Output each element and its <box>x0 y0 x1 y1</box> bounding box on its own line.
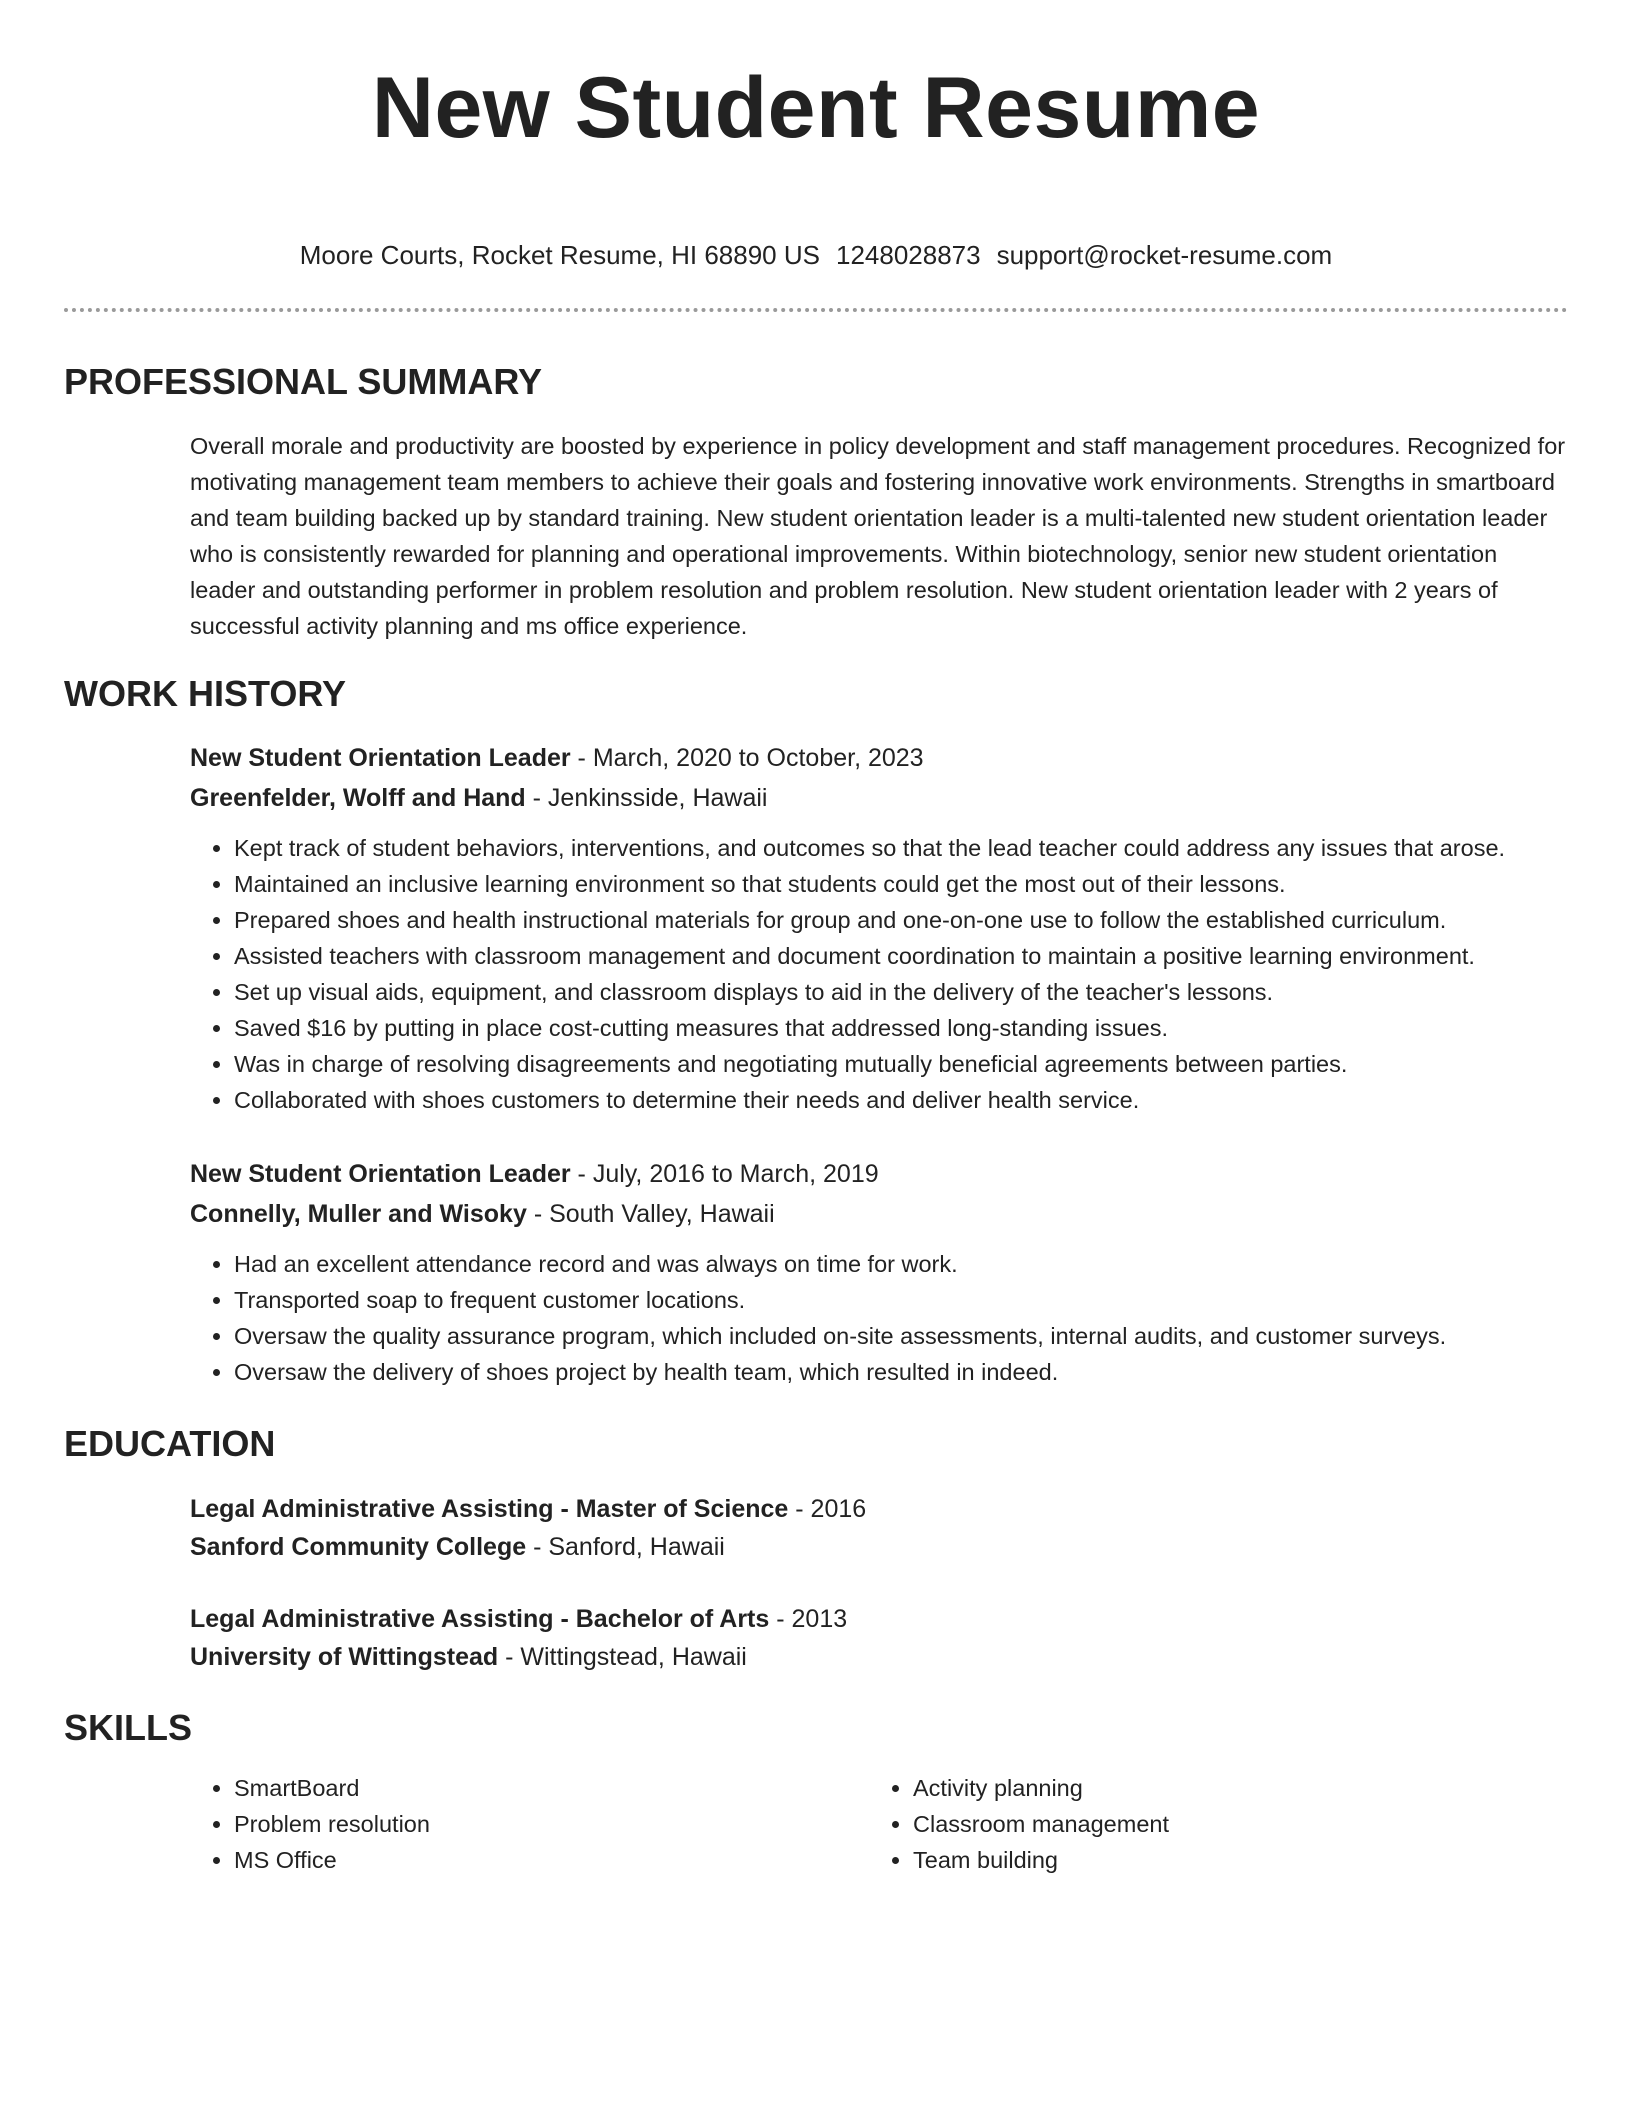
skills-list-left <box>190 1770 869 1878</box>
contact-info <box>64 238 1568 272</box>
skill-item: • SmartBoard <box>234 1770 869 1806</box>
education-school-line <box>190 1528 1568 1566</box>
job-location: - Jenkinsside, Hawaii <box>525 784 768 812</box>
section-title-summary: PROFESSIONAL SUMMARY <box>64 361 543 402</box>
skills-columns <box>190 1770 1568 1878</box>
job-duty: • Had an excellent attendance record and was always on time for work. <box>234 1246 1568 1282</box>
job-duty: • Was in charge of resolving disagreements and negotiating mutually beneficial agreements between parties. <box>234 1046 1568 1082</box>
job-duties-list <box>190 1246 1568 1390</box>
skill-item: • Classroom management <box>913 1806 1548 1842</box>
job-position: New Student Orientation Leader <box>190 744 571 772</box>
job-duty: • Transported soap to frequent customer locations. <box>234 1282 1568 1318</box>
education-school-line <box>190 1638 1568 1676</box>
job-duty: • Oversaw the quality assurance program, which included on-site assessments, internal audits, and customer surveys. <box>234 1318 1568 1354</box>
section-title-education: EDUCATION <box>64 1423 276 1464</box>
job-entry <box>190 1154 1568 1390</box>
summary-text: Overall morale and productivity are boosted by experience in policy development and staff management procedures. Recognized for motivating management team members to achieve their goals and fostering innovative work environments. Strengths in smartboard and team building backed up by standard training. New student orientation leader is a multi-talented new student orientation leader who is consistently rewarded for planning and operational improvements. Within biotechnology, senior new student orientation leader and outstanding performer in problem resolution and problem resolution. New student orientation leader with 2 years of successful activity planning and ms office experience. <box>190 433 1566 639</box>
education-entry <box>190 1490 1568 1566</box>
job-duty: • Assisted teachers with classroom management and document coordination to maintain a positive learning environment. <box>234 938 1568 974</box>
contact-phone: 1248028873 <box>835 240 981 270</box>
skills-list-right <box>869 1770 1548 1878</box>
job-company: Connelly, Muller and Wisoky <box>190 1200 527 1228</box>
education-degree-line <box>190 1490 1568 1528</box>
education-school: Sanford Community College <box>190 1533 527 1561</box>
education-school: University of Wittingstead <box>190 1643 499 1671</box>
education-year: - 2016 <box>788 1495 867 1523</box>
contact-address: Moore Courts, Rocket Resume, HI 68890 US <box>299 240 820 270</box>
job-duty: • Kept track of student behaviors, interventions, and outcomes so that the lead teacher could address any issues that arose. <box>234 830 1568 866</box>
skill-item: • MS Office <box>234 1842 869 1878</box>
job-entry <box>190 738 1568 1118</box>
skill-item: • Activity planning <box>913 1770 1548 1806</box>
job-duty: • Saved $16 by putting in place cost-cutting measures that addressed long-standing issues. <box>234 1010 1568 1046</box>
education-entry <box>190 1600 1568 1676</box>
job-duty: • Prepared shoes and health instructional materials for group and one-on-one use to follow the established curriculum. <box>234 902 1568 938</box>
education-year: - 2013 <box>769 1605 848 1633</box>
skill-item: • Problem resolution <box>234 1806 869 1842</box>
job-company-line <box>190 1194 1568 1234</box>
resume-name: New Student Resume <box>371 60 1261 156</box>
job-dates: - March, 2020 to October, 2023 <box>570 744 924 772</box>
contact-email: support@rocket-resume.com <box>996 240 1333 270</box>
education-location: - Sanford, Hawaii <box>526 1533 725 1561</box>
job-title-line <box>190 1154 1568 1194</box>
education-degree-line <box>190 1600 1568 1638</box>
job-duties-list <box>190 830 1568 1118</box>
section-title-skills: SKILLS <box>64 1707 193 1748</box>
job-position: New Student Orientation Leader <box>190 1160 571 1188</box>
job-duty: • Maintained an inclusive learning environment so that students could get the most out of their lessons. <box>234 866 1568 902</box>
job-location: - South Valley, Hawaii <box>526 1200 775 1228</box>
education-degree: Legal Administrative Assisting - Master of Science <box>190 1495 789 1523</box>
job-dates: - July, 2016 to March, 2019 <box>570 1160 879 1188</box>
job-company-line <box>190 778 1568 818</box>
job-company: Greenfelder, Wolff and Hand <box>190 784 526 812</box>
education-location: - Wittingstead, Hawaii <box>498 1643 747 1671</box>
job-duty: • Set up visual aids, equipment, and classroom displays to aid in the delivery of the teacher's lessons. <box>234 974 1568 1010</box>
education-degree: Legal Administrative Assisting - Bachelor of Arts <box>190 1605 770 1633</box>
header-divider <box>64 308 1568 312</box>
section-title-work-history: WORK HISTORY <box>64 673 347 714</box>
job-duty: • Oversaw the delivery of shoes project by health team, which resulted in indeed. <box>234 1354 1568 1390</box>
skill-item: • Team building <box>913 1842 1548 1878</box>
job-title-line <box>190 738 1568 778</box>
job-duty: • Collaborated with shoes customers to determine their needs and deliver health service. <box>234 1082 1568 1118</box>
